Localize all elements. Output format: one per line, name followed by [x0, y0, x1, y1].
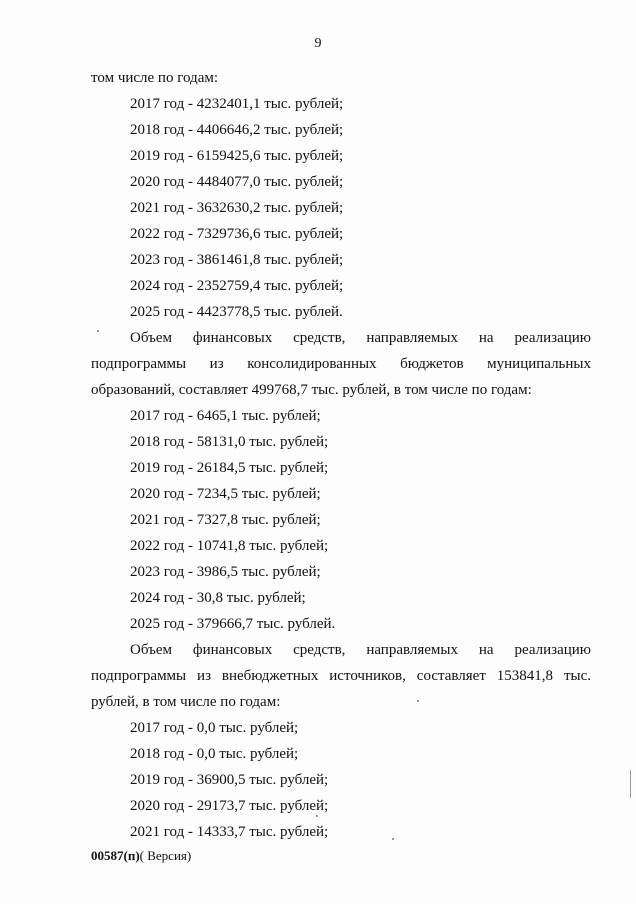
paragraph-line: Объем финансовых средств, направляемых на реализацию: [130, 642, 591, 658]
paragraph-municipal-funding: [91, 325, 591, 403]
paragraph-line: рублей, в том числе по годам:: [91, 694, 281, 710]
year-line: 2019 год - 6159425,6 тыс. рублей;: [130, 148, 344, 164]
paragraph-offbudget-funding: [91, 637, 591, 715]
year-line: 2018 год - 0,0 тыс. рублей;: [130, 746, 299, 762]
paragraph-line: образований, составляет 499768,7 тыс. рублей, в том числе по годам:: [91, 382, 532, 398]
year-line: 2020 год - 4484077,0 тыс. рублей;: [130, 174, 344, 190]
year-line: 2023 год - 3861461,8 тыс. рублей;: [130, 252, 344, 268]
year-line: 2024 год - 2352759,4 тыс. рублей;: [130, 278, 344, 294]
year-line: 2020 год - 29173,7 тыс. рублей;: [130, 798, 329, 814]
document-body: [91, 65, 591, 845]
page-number: 9: [314, 36, 322, 51]
year-line: 2022 год - 7329736,6 тыс. рублей;: [130, 226, 344, 242]
year-line: 2025 год - 379666,7 тыс. рублей.: [130, 616, 336, 632]
year-line: 2022 год - 10741,8 тыс. рублей;: [130, 538, 329, 554]
year-line: 2021 год - 14333,7 тыс. рублей;: [130, 824, 329, 840]
document-version: ( Версия): [139, 848, 192, 863]
intro-line: том числе по годам:: [91, 70, 219, 86]
scan-edge-mark: [630, 770, 631, 798]
paragraph-line: подпрограммы из консолидированных бюджетов муниципальных: [91, 356, 591, 372]
scan-speck: [417, 700, 419, 702]
year-line: 2017 год - 0,0 тыс. рублей;: [130, 720, 299, 736]
scan-speck: [316, 815, 318, 817]
year-line: 2018 год - 58131,0 тыс. рублей;: [130, 434, 329, 450]
year-line: 2019 год - 36900,5 тыс. рублей;: [130, 772, 329, 788]
scan-speck: [97, 330, 99, 332]
year-line: 2024 год - 30,8 тыс. рублей;: [130, 590, 306, 606]
year-line: 2023 год - 3986,5 тыс. рублей;: [130, 564, 321, 580]
budget-list-municipal: [91, 403, 591, 637]
paragraph-line: подпрограммы из внебюджетных источников, составляет 153841,8 тыс.: [91, 668, 591, 684]
paragraph-line: Объем финансовых средств, направляемых на реализацию: [130, 330, 591, 346]
year-line: 2021 год - 3632630,2 тыс. рублей;: [130, 200, 344, 216]
year-line: 2017 год - 6465,1 тыс. рублей;: [130, 408, 321, 424]
document-footer: [91, 848, 191, 864]
budget-list-regional: [91, 91, 591, 325]
year-line: 2020 год - 7234,5 тыс. рублей;: [130, 486, 321, 502]
document-code: 00587(п): [91, 848, 140, 863]
year-line: 2018 год - 4406646,2 тыс. рублей;: [130, 122, 344, 138]
budget-list-offbudget: [91, 715, 591, 845]
year-line: 2025 год - 4423778,5 тыс. рублей.: [130, 304, 343, 320]
year-line: 2021 год - 7327,8 тыс. рублей;: [130, 512, 321, 528]
year-line: 2019 год - 26184,5 тыс. рублей;: [130, 460, 329, 476]
year-line: 2017 год - 4232401,1 тыс. рублей;: [130, 96, 344, 112]
scan-speck: [392, 838, 394, 840]
